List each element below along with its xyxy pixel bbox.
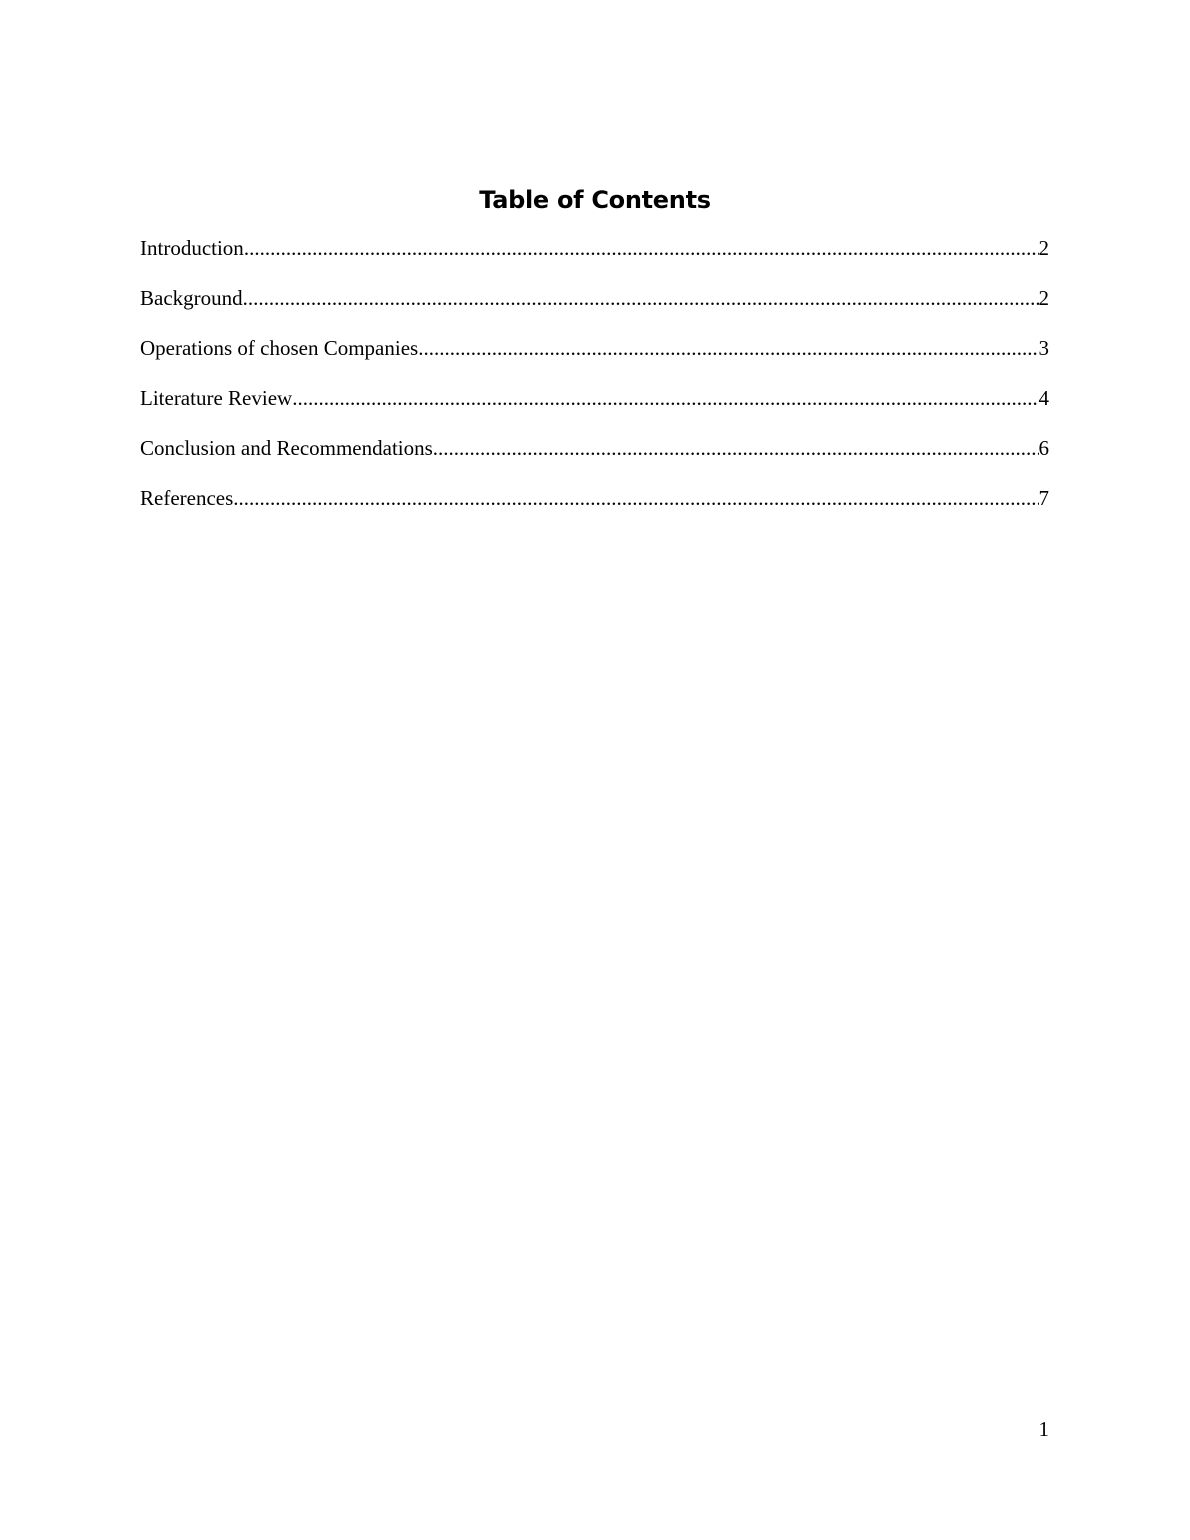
- toc-dot-leader: [418, 333, 1038, 363]
- toc-entry-page-number: 7: [1038, 486, 1049, 510]
- toc-entry-page-number: 2: [1038, 286, 1049, 310]
- toc-entry-introduction[interactable]: [140, 233, 1049, 283]
- toc-list: [140, 233, 1049, 533]
- toc-entry-references[interactable]: [140, 483, 1049, 533]
- toc-entry-label: References: [140, 486, 234, 510]
- toc-entry-label: Operations of chosen Companies: [140, 336, 419, 360]
- toc-entry-conclusion[interactable]: [140, 433, 1049, 483]
- footer-page-number: 1: [1038, 1417, 1049, 1441]
- toc-entry-page-number: 2: [1038, 236, 1049, 260]
- toc-entry-page-number: 4: [1038, 386, 1049, 410]
- toc-dot-leader: [292, 383, 1038, 413]
- toc-entry-literature-review[interactable]: [140, 383, 1049, 433]
- toc-title: Table of Contents: [479, 186, 711, 214]
- toc-entry-label: Background: [140, 286, 243, 310]
- toc-entry-operations[interactable]: [140, 333, 1049, 383]
- toc-entry-background[interactable]: [140, 283, 1049, 333]
- toc-entry-label: Literature Review: [140, 386, 293, 410]
- toc-dot-leader: [233, 483, 1038, 513]
- toc-entry-label: Introduction: [140, 236, 244, 260]
- toc-entry-label: Conclusion and Recommendations: [140, 436, 433, 460]
- toc-entry-page-number: 3: [1038, 336, 1049, 360]
- toc-dot-leader: [244, 233, 1039, 263]
- toc-dot-leader: [243, 283, 1039, 313]
- toc-dot-leader: [433, 433, 1039, 463]
- toc-entry-page-number: 6: [1038, 436, 1049, 460]
